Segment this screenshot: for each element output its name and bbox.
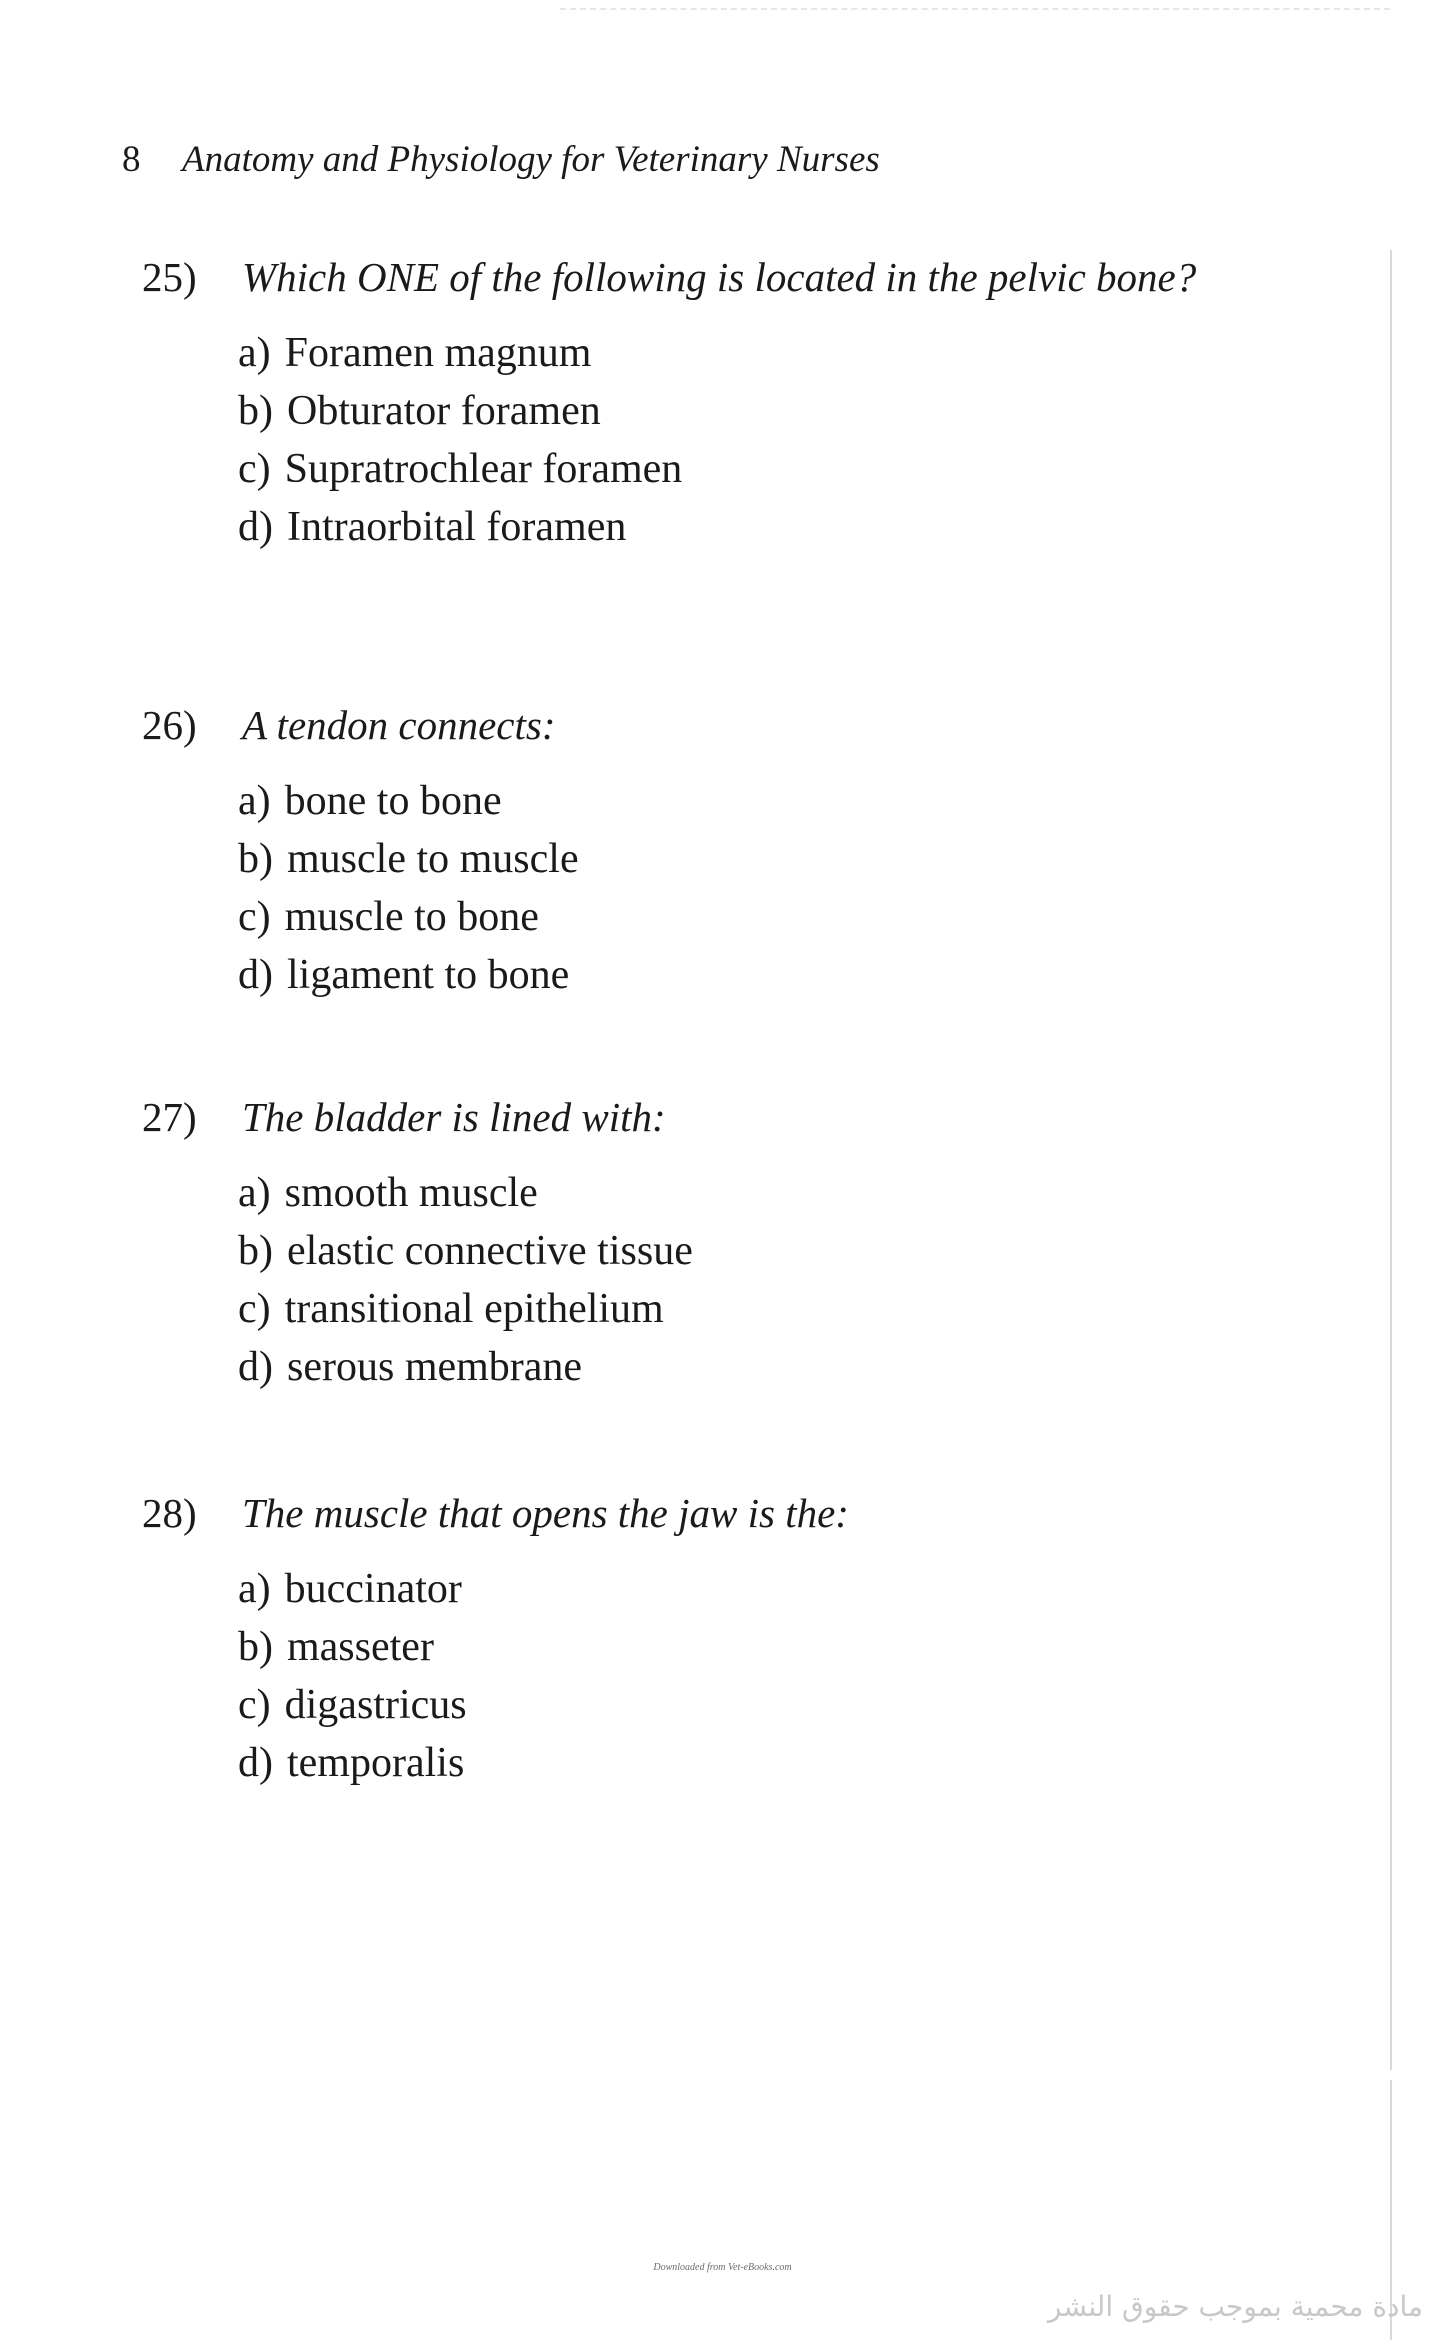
option-letter: d) xyxy=(238,1740,273,1786)
option-letter: d) xyxy=(238,504,273,550)
page-number: 8 xyxy=(122,139,141,180)
option-text: smooth muscle xyxy=(284,1170,538,1216)
option-text: ligament to bone xyxy=(287,952,570,998)
option-a xyxy=(238,324,1202,382)
question-text: The muscle that opens the jaw is the: xyxy=(242,1490,849,1536)
question-number: 28) xyxy=(142,1490,197,1536)
option-text: temporalis xyxy=(287,1740,465,1786)
option-b xyxy=(238,1618,1202,1676)
question-stem xyxy=(142,700,1202,750)
option-a xyxy=(238,1560,1202,1618)
option-text: muscle to muscle xyxy=(287,836,579,882)
option-text: Obturator foramen xyxy=(287,388,601,434)
answer-options xyxy=(142,772,1202,1004)
option-text: Intraorbital foramen xyxy=(287,504,627,550)
option-letter: c) xyxy=(238,446,271,492)
option-text: muscle to bone xyxy=(284,894,539,940)
scan-edge-marks xyxy=(560,8,1390,14)
question-number: 26) xyxy=(142,702,197,748)
running-head xyxy=(122,138,880,181)
question-text: The bladder is lined with: xyxy=(242,1094,666,1140)
book-title: Anatomy and Physiology for Veterinary Nurses xyxy=(182,139,880,180)
option-letter: a) xyxy=(238,778,271,824)
option-b xyxy=(238,1222,1202,1280)
option-letter: a) xyxy=(238,1170,271,1216)
option-letter: d) xyxy=(238,952,273,998)
option-text: Foramen magnum xyxy=(284,330,592,376)
option-d xyxy=(238,1338,1202,1396)
option-letter: a) xyxy=(238,1566,271,1612)
option-text: Supratrochlear foramen xyxy=(284,446,683,492)
option-letter: b) xyxy=(238,388,273,434)
question-text: A tendon connects: xyxy=(242,702,556,748)
option-letter: c) xyxy=(238,1286,271,1332)
question-stem xyxy=(142,1488,1202,1538)
answer-options xyxy=(142,324,1202,556)
option-c xyxy=(238,888,1202,946)
option-b xyxy=(238,382,1202,440)
question-28 xyxy=(142,1488,1202,1792)
option-a xyxy=(238,1164,1202,1222)
question-text: Which ONE of the following is located in the pelvic bone? xyxy=(242,254,1197,300)
option-text: elastic connective tissue xyxy=(287,1228,693,1274)
download-note: Downloaded from Vet-eBooks.com xyxy=(653,2262,792,2273)
option-letter: c) xyxy=(238,1682,271,1728)
question-stem xyxy=(142,1092,1202,1142)
option-text: transitional epithelium xyxy=(284,1286,664,1332)
option-letter: a) xyxy=(238,330,271,376)
copyright-watermark: مادة محمية بموجب حقوق النشر xyxy=(1047,2290,1423,2323)
option-letter: d) xyxy=(238,1344,273,1390)
option-text: serous membrane xyxy=(287,1344,583,1390)
question-26 xyxy=(142,700,1202,1004)
option-letter: b) xyxy=(238,836,273,882)
question-25 xyxy=(142,252,1202,556)
option-letter: b) xyxy=(238,1624,273,1670)
question-stem xyxy=(142,252,1202,302)
option-letter: b) xyxy=(238,1228,273,1274)
option-c xyxy=(238,1280,1202,1338)
option-text: bone to bone xyxy=(284,778,502,824)
question-number: 27) xyxy=(142,1094,197,1140)
option-c xyxy=(238,440,1202,498)
option-d xyxy=(238,498,1202,556)
scan-edge-rule xyxy=(1390,250,1392,2070)
option-text: masseter xyxy=(287,1624,434,1670)
option-text: buccinator xyxy=(284,1566,462,1612)
option-text: digastricus xyxy=(284,1682,467,1728)
option-c xyxy=(238,1676,1202,1734)
option-a xyxy=(238,772,1202,830)
question-number: 25) xyxy=(142,254,197,300)
question-27 xyxy=(142,1092,1202,1396)
answer-options xyxy=(142,1164,1202,1396)
answer-options xyxy=(142,1560,1202,1792)
option-letter: c) xyxy=(238,894,271,940)
option-d xyxy=(238,946,1202,1004)
option-b xyxy=(238,830,1202,888)
option-d xyxy=(238,1734,1202,1792)
